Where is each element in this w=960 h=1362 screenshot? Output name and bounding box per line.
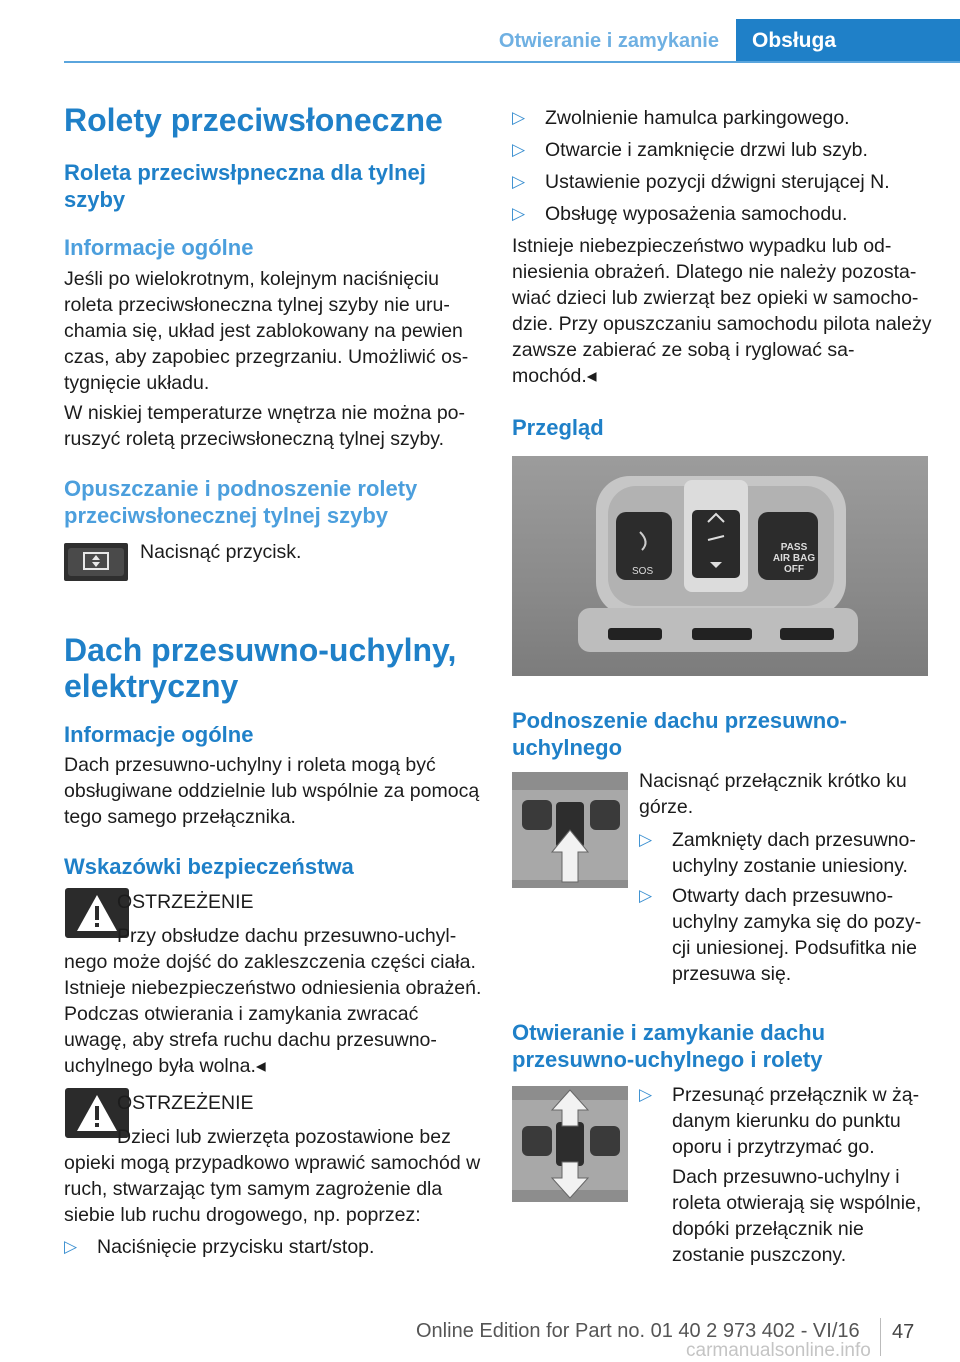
- open-close-note: Dach przesuwno-uchylny i roleta otwierają się wspólnie, dopóki przełącznik nie zostanie puszczony.: [672, 1166, 922, 1266]
- heading-raise-roof: Podnoszenie dachu przesuwno-uchylnego: [512, 708, 847, 760]
- heading-sun-blinds: Rolety przeciwsłoneczne: [64, 102, 443, 138]
- airbag-label: PASS AIR BAG OFF: [772, 542, 816, 575]
- bullet-triangle-icon: ▷: [639, 1085, 653, 1104]
- warning-label: OSTRZEŻENIE: [117, 1092, 254, 1114]
- press-button-text: Nacisnąć przycisk.: [140, 541, 302, 563]
- heading-sunroof: Dach przesuwno-uchylny, elektryczny: [64, 632, 457, 704]
- bullet-triangle-icon: ▷: [64, 1237, 78, 1256]
- paragraph-low-temp: W niskiej temperaturze wnętrza nie można poruszyć roletą przeciwsłoneczną tylnej szyby.: [64, 402, 466, 450]
- switch-up-illustration: [512, 772, 628, 888]
- bullet-triangle-icon: ▷: [512, 140, 526, 159]
- bullet-triangle-icon: ▷: [639, 830, 653, 849]
- edition-note: Online Edition for Part no. 01 40 2 973 402 - VI/16: [416, 1320, 860, 1342]
- bullet-triangle-icon: ▷: [512, 172, 526, 191]
- bullet-triangle-icon: ▷: [512, 108, 526, 127]
- paragraph-roof-control: Dach przesuwno-uchylny i roleta mogą być obsługiwane oddzielnie lub wspólnie za pomocą tego samego przełącznika.: [64, 754, 480, 828]
- warning-text-children: Dzieci lub zwierzęta pozostawione bez opieki mogą przypadkowo wprawić samochód w ruch, stwarzając tym samym zagrożenie dla siebie lub ruchu drogowego, np. poprzez:: [64, 1126, 481, 1226]
- heading-safety: Wskazówki bezpieczeństwa: [64, 854, 354, 879]
- overhead-console-photo: [512, 456, 928, 676]
- heading-open-close: Otwieranie i zamykanie dachu przesuwno-uchylnego i rolety: [512, 1020, 826, 1072]
- warning-label: OSTRZEŻENIE: [117, 891, 254, 913]
- bullet-triangle-icon: ▷: [639, 886, 653, 905]
- section-tab: Obsługa: [736, 19, 960, 63]
- paragraph-danger: Istnieje niebezpieczeństwo wypadku lub odniesienia obrażeń. Dlatego nie należy pozostawiać dzieci lub zwierząt bez opieki w samochodzie. Przy opuszczaniu samochodu pilota należy zawsze zabierać ze sobą i ryglować samochód.◂: [512, 235, 932, 387]
- paragraph-overheat: Jeśli po wielokrotnym, kolejnym naciśnięciu roleta przeciwsłoneczna tylnej szyby nie uruchamia się, układ jest zablokowany na pewien czas, aby zapobiec przegrzaniu. Umożliwić ostygnięcie układu.: [64, 268, 469, 394]
- chapter-title: Otwieranie i zamykanie: [498, 30, 719, 52]
- heading-overview: Przegląd: [512, 415, 604, 440]
- heading-general-info: Informacje ogólne: [64, 235, 254, 260]
- page-number: 47: [892, 1321, 915, 1343]
- warning-text-pinch: Przy obsłudze dachu przesuwno-uchylnego może dojść do zakleszczenia części ciała. Istnieje niebezpieczeństwo odniesienia obrażeń. Podczas otwierania i zamykania zwracać uwagę, aby strefa ruchu dachu przesuwno-uchylnego była wolna.◂: [64, 925, 482, 1077]
- sos-label: SOS: [632, 566, 654, 577]
- heading-general-info-2: Informacje ogólne: [64, 722, 254, 747]
- watermark: carmanualsonline.info: [686, 1340, 871, 1361]
- bullet-triangle-icon: ▷: [512, 204, 526, 223]
- switch-updown-illustration: [512, 1086, 628, 1202]
- rear-blind-button-icon: [64, 543, 128, 581]
- raise-instruction: Nacisnąć przełącznik krótko ku górze.: [639, 770, 907, 818]
- footer-divider: [880, 1318, 881, 1356]
- header-rule: [64, 61, 960, 63]
- heading-lower-raise: Opuszczanie i podnoszenie rolety przeciwsłonecznej tylnej szyby: [64, 476, 418, 528]
- heading-rear-blind: Roleta przeciwsłpneczna dla tylnej szyby: [64, 160, 426, 212]
